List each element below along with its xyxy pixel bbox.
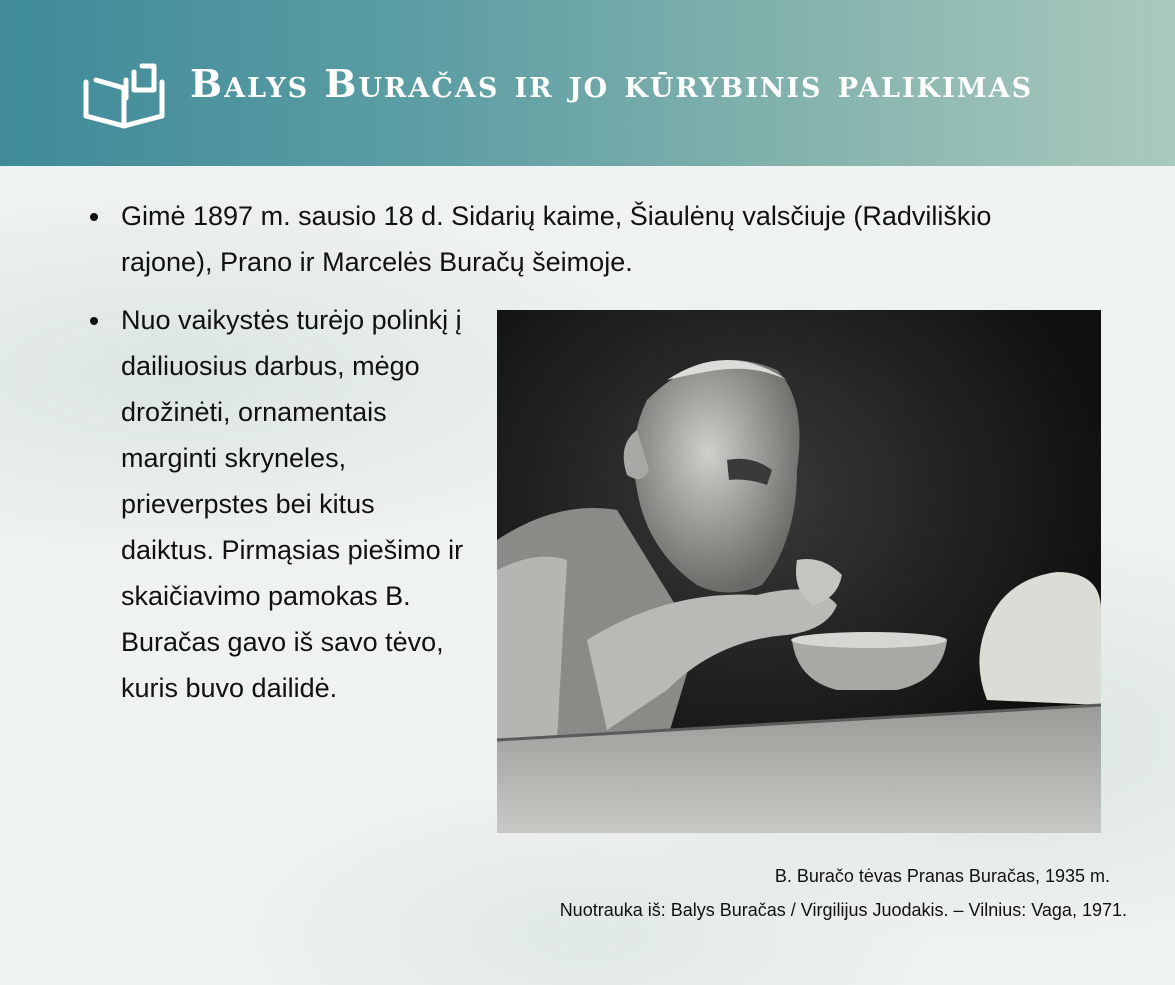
bullet-childhood	[121, 297, 471, 711]
father-photo	[497, 310, 1101, 833]
page-title: Balys Buračas ir jo kūrybinis palikimas	[190, 61, 1034, 106]
bullet-birth-text: Gimė 1897 m. sausio 18 d. Sidarių kaime, Šiaulėnų valsčiuje (Radviliškio rajone), Prano ir Marcelės Buračų šeimoje.	[121, 201, 992, 277]
bullet-childhood-text: Nuo vaikystės turėjo polinkį į dailiuosius darbus, mėgo drožinėti, ornamentais marginti skryneles, prieverpstes bei kitus daiktus. Pirmąsias piešimo ir skaičiavimo pamokas B. Buračas gavo iš savo tėvo, kuris buvo dailidė.	[121, 305, 464, 703]
photo-caption: B. Buračo tėvas Pranas Buračas, 1935 m.	[774, 866, 1110, 886]
open-book-icon	[82, 60, 166, 130]
bullet-birth	[121, 193, 1061, 285]
bullet-dot	[90, 213, 98, 221]
header-banner	[0, 0, 1175, 166]
photo-source: Nuotrauka iš: Balys Buračas / Virgilijus Juodakis. – Vilnius: Vaga, 1971.	[559, 900, 1127, 920]
bullet-dot	[90, 317, 98, 325]
